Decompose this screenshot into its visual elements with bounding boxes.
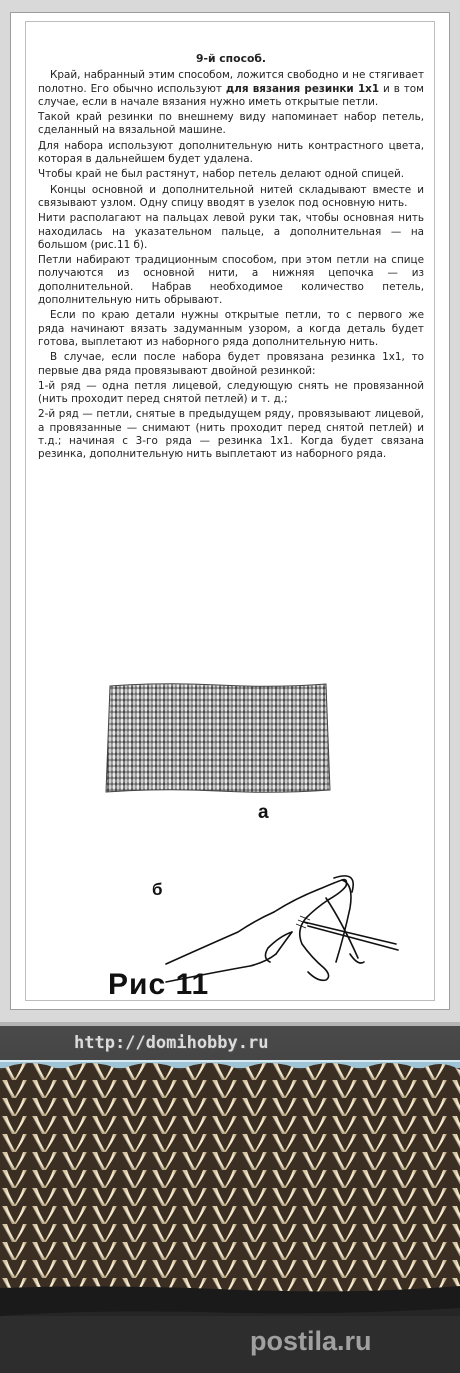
paragraph-7: Петли набирают традиционным способом, при этом петли на спице получаются из основной нити, а нижняя цепочка — из дополнительной. Набрав необходимое количество петель, дополнительную нить обрывают.: [38, 254, 424, 307]
paragraph-8: Если по краю детали нужны открытые петли, то с первого же ряда начинают вязать задуманным узором, а когда деталь будет готова, выплетают из наборного ряда дополнительную нить.: [38, 309, 424, 348]
figure-label-a: а: [258, 802, 269, 823]
paragraph-1-end: и в том случае, если в начале вязания нужно иметь открытые петли.: [38, 82, 424, 108]
paragraph-11: 2-й ряд — петли, снятые в предыдущем ряду, провязывают лицевой, а провязанные — снимают (нить проходит перед снятой петлей) и т.д.; начиная с 3-го ряда — резинка 1х1. Когда будет связана резинка, дополнительную нить выплетают из наборного ряда.: [38, 408, 424, 461]
paragraph-2: Такой край резинки по внешнему виду напоминает набор петель, сделанный на вязальной машине.: [38, 111, 424, 137]
figure-label-b: б: [152, 880, 163, 899]
paragraph-1-bold: для вязания резинки 1х1: [225, 82, 380, 95]
paragraph-4: Чтобы край не был растянут, набор петель делают одной спицей.: [38, 168, 405, 181]
rib-photo: [0, 1026, 460, 1373]
rib-sample-image: [104, 682, 332, 794]
figure-caption: Рис 11: [108, 968, 210, 1001]
paragraph-6: Нити располагают на пальцах левой руки так, чтобы основная нить находилась на указательном пальце, а дополнительная — на большом (рис.11 б).: [38, 212, 424, 251]
document-frame: [10, 12, 450, 1010]
paragraph-1: [38, 69, 424, 109]
source-url: http://domihobby.ru: [74, 1033, 269, 1053]
paragraph-9: В случае, если после набора будет провязана резинка 1х1, то первые два ряда провязывают двойной резинкой:: [38, 351, 424, 377]
paragraph-5: Концы основной и дополнительной нитей складывают вместе и связывают узлом. Одну спицу вводят в узелок под основную нить.: [38, 183, 424, 209]
paragraph-10: 1-й ряд — одна петля лицевой, следующую снять не провязанной (нить проходит перед снятой петлей) и т. д.;: [38, 379, 424, 406]
paragraph-3: Для набора используют дополнительную нить контрастного цвета, которая в дальнейшем будет удалена.: [38, 139, 424, 166]
document-text: [38, 52, 424, 464]
document-page: [25, 21, 435, 1001]
document-title: 9-й способ.: [195, 52, 267, 65]
watermark-logo: postila.ru: [250, 1326, 372, 1356]
paragraph-1-start: Край, набранный этим способом, ложится свободно и не стягивает полотно. Его обычно используют: [38, 69, 424, 95]
